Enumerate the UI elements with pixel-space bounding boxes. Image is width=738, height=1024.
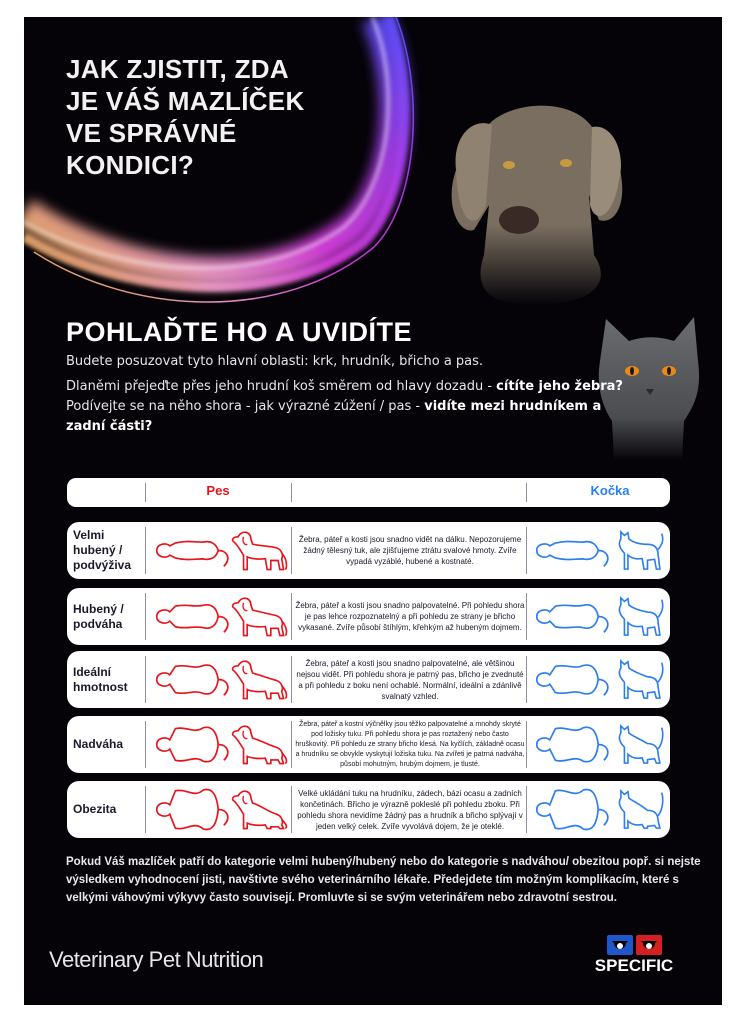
column-divider [291, 656, 292, 703]
condition-description: Žebra, páteř a kostní výčnělky jsou těžko palpovatelné a mnohdy skryté pod ložisky tuku. Při pohledu shora je pas roztažený nebo často hruškovitý. Při pohledu ze strany břicho klesá. Na kyčlích, základně ocasu a hrudníku se obvykle vyskytují ložiska tuku. Na zvířeti je patrná nadváha, působí mohutným, hrubým dojmem, je tlusté. [295, 720, 525, 768]
condition-label: Nadváha [73, 737, 124, 751]
tagline: Veterinary Pet Nutrition [49, 947, 264, 972]
dog-top-view-icon [153, 655, 235, 704]
column-header-dog: Pes [206, 483, 230, 498]
cat-top-view-icon [533, 655, 615, 704]
text-span: Dlaněmi přejeďte přes jeho hrudní koš směrem od hlavy dozadu - [66, 379, 497, 394]
cat-side-view-icon [612, 655, 667, 704]
column-divider [291, 786, 292, 833]
text-span: Podívejte se na něho shora - jak výrazné zúžení / pas - [66, 399, 425, 414]
column-divider [291, 721, 292, 768]
intro-paragraph: Budete posuzovat tyto hlavní oblasti: krk, hrudník, břicho a pas. [66, 354, 484, 369]
bold-question: vidíte mezi hrudníkem a zadní části? [66, 399, 602, 434]
column-divider [145, 656, 146, 703]
table-row [67, 651, 670, 708]
cat-top-view-icon [533, 720, 615, 769]
dog-side-view-icon [229, 655, 289, 704]
column-divider [526, 656, 527, 703]
instructions-paragraph [66, 377, 626, 437]
title-line: KONDICI? [66, 150, 195, 180]
table-header [67, 478, 670, 507]
condition-label: Obezita [73, 802, 117, 816]
advice-paragraph: Pokud Váš mazlíček patří do kategorie velmi hubený/hubený nebo do kategorie s nadváhou/ obezitou popř. si nejste výsledkem vyhodnocení jisti, navštivte svého veterinárního lékaře. Předejdete tím možným komplikacím, které s velkými váhovými výkyvy často souvisejí. Promluvte si se svým veterinářem nebo zdravotní sestrou. [66, 856, 701, 904]
logo-eye-icon [607, 935, 633, 955]
dog-top-view-icon [153, 720, 235, 769]
cat-top-view-icon [533, 592, 615, 641]
cat-top-view-icon [533, 785, 615, 834]
dog-top-view-icon [153, 592, 235, 641]
column-divider [145, 721, 146, 768]
condition-description: Žebra, páteř a kosti jsou snadno palpovatelné, ale většinou nejsou vidět. Při pohledu shora je patrný pas, břicho je zvednuté a při pohledu z boku není ochablé. Normální, ideální a zdánlivě svalnatý vzhled. [296, 658, 524, 701]
condition-label: Velmi hubený / podvýživa [73, 528, 132, 572]
condition-description: Žebra, páteř a kosti jsou snadno palpovatelné. Při pohledu shora je pas lehce rozpoznatelný a při pohledu ze strany je břicho vykasané. Zvíře působí štíhlým, křehkým až hubeným dojmem. [295, 601, 525, 632]
poster [24, 17, 722, 1005]
title-line: JAK ZJISTIT, ZDA [66, 54, 289, 84]
column-divider [526, 527, 527, 574]
cat-side-view-icon [612, 720, 667, 769]
table-row [67, 716, 670, 773]
column-divider [145, 593, 146, 640]
column-divider [291, 527, 292, 574]
condition-description: Žebra, páteř a kosti jsou snadno vidět na dálku. Nepozorujeme žádný tělesný tuk, ale zjišťujeme ztrátu svalové hmoty. Zvíře vypadá vyzáblé, hubené a kostnaté. [298, 535, 522, 566]
condition-label: Ideální hmotnost [73, 664, 128, 694]
title-line: JE VÁŠ MAZLÍČEK [66, 86, 305, 116]
dog-side-view-icon [229, 592, 289, 641]
column-divider [526, 786, 527, 833]
column-divider [526, 593, 527, 640]
table-row [67, 781, 670, 838]
column-divider [526, 483, 527, 502]
column-divider [145, 527, 146, 574]
brand-logo [589, 935, 679, 983]
logo-eye-icon [636, 935, 662, 955]
column-divider [291, 593, 292, 640]
dog-side-view-icon [229, 785, 289, 834]
table-row [67, 522, 670, 579]
title-line: VE SPRÁVNÉ [66, 118, 237, 148]
column-divider [145, 786, 146, 833]
column-header-cat: Kočka [590, 483, 630, 498]
column-divider [526, 721, 527, 768]
dog-side-view-icon [229, 526, 289, 575]
dog-photo [414, 55, 654, 305]
cat-top-view-icon [533, 526, 615, 575]
dog-side-view-icon [229, 720, 289, 769]
condition-description: Velké ukládání tuku na hrudníku, zádech, bázi ocasu a zadních končetinách. Břicho je výrazně pokleslé při pohledu zboku. Při pohledu shora nevidíme žádný pas a hrudník a břicho splývají v jeden velký celek. Zvíře vyvolává dojem, že je oteklé. [297, 788, 523, 831]
dog-top-view-icon [153, 526, 235, 575]
table-row [67, 588, 670, 645]
section-heading: POHLAĎTE HO A UVIDÍTE [66, 317, 413, 347]
dog-top-view-icon [153, 785, 235, 834]
bold-question: cítíte jeho žebra? [496, 379, 623, 394]
cat-side-view-icon [612, 785, 667, 834]
page-title [66, 53, 305, 181]
brand-name: SPECIFIC [594, 956, 674, 975]
column-divider [291, 483, 292, 502]
cat-side-view-icon [612, 592, 667, 641]
condition-label: Hubený / podváha [73, 601, 124, 631]
cat-side-view-icon [612, 526, 667, 575]
